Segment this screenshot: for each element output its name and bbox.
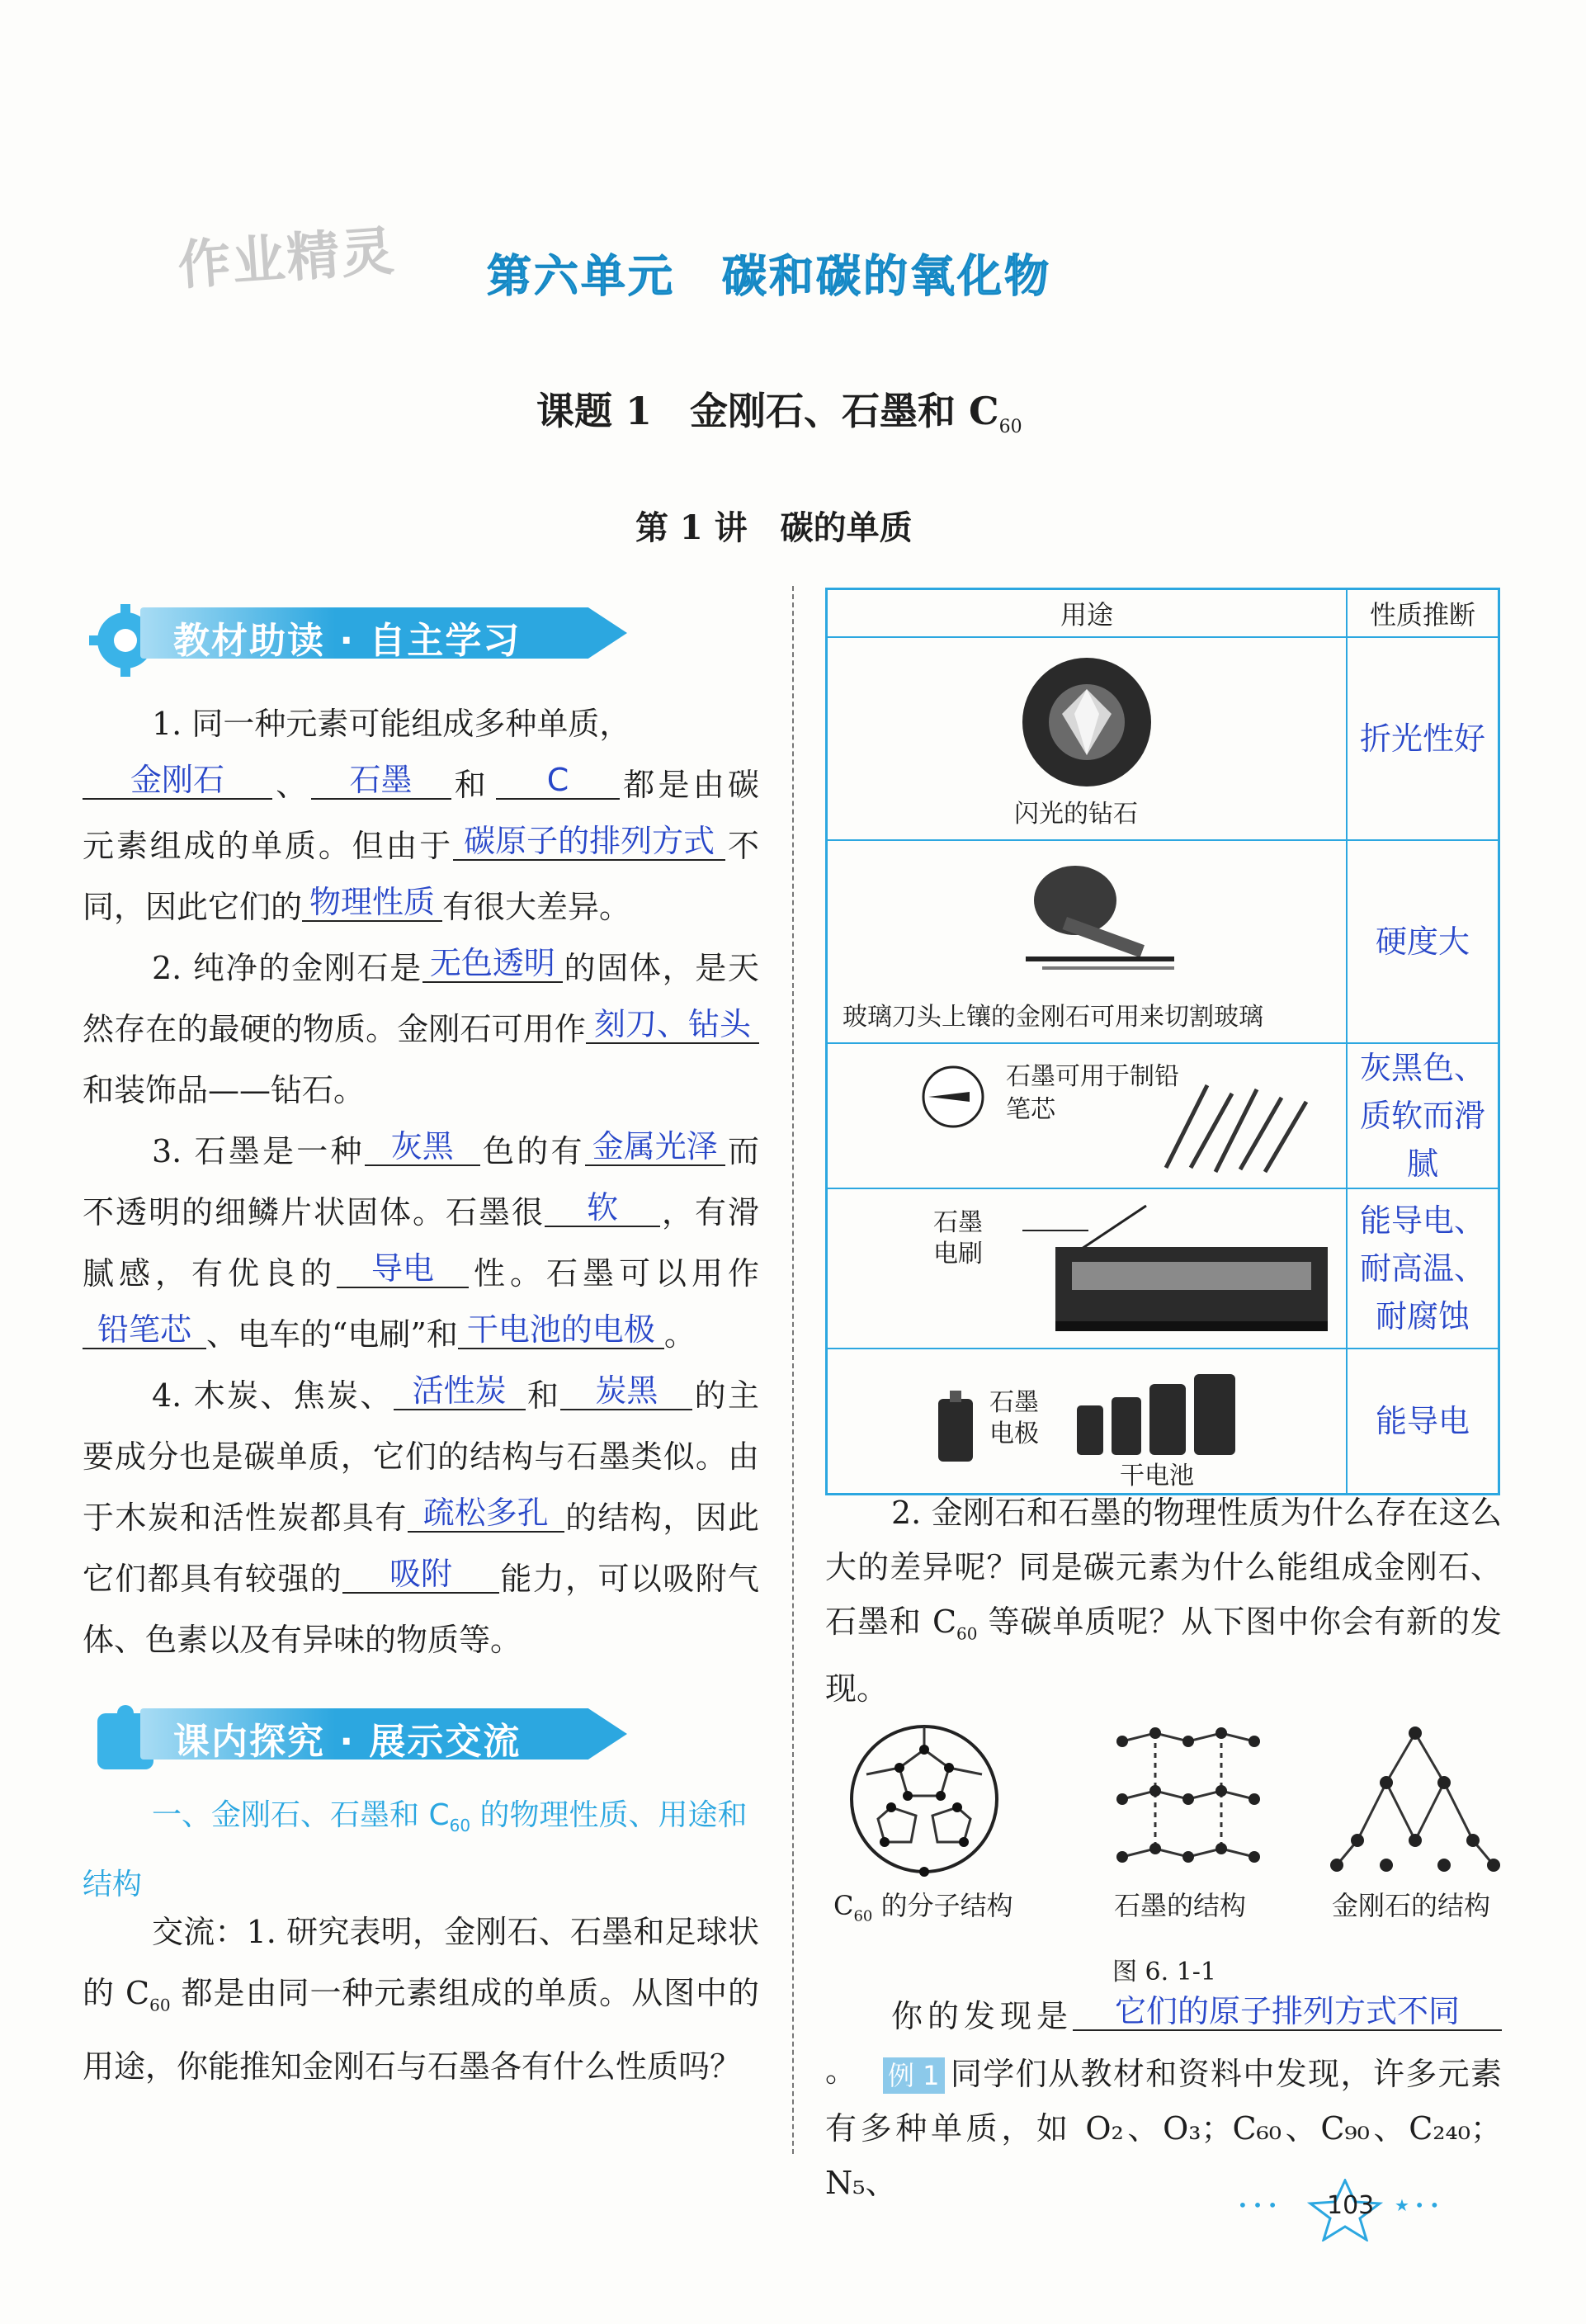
column-divider [792,586,794,2154]
answer-blank[interactable]: 吸附 [342,1556,499,1594]
table-row [827,637,1499,840]
page-number: 103 [1327,2191,1375,2220]
dry-cells-image [1074,1369,1239,1460]
pencil-tip-image [920,1064,986,1130]
table-header: 性质推断 [1347,589,1499,638]
answer-blank[interactable]: 导电 [337,1250,469,1288]
property-answer: 硬度大 [1347,840,1499,1043]
answer-blank[interactable]: 活性炭 [394,1372,526,1410]
answer-blank[interactable]: 它们的原子排列方式不同 [1073,1993,1502,2031]
lecture-title: 第 1 讲 碳的单质 [635,508,913,547]
answer-blank[interactable]: 金属光泽 [585,1128,725,1166]
finding-line: 你的发现是 它们的原子排列方式不同。 [825,1989,1502,2098]
section-heading: 一、金刚石、石墨和 $C_{60}$ 的物理性质、用途和结构 [83,1798,748,1902]
table-caption: 闪光的钻石 [1014,800,1138,829]
answer-blank[interactable]: 无色透明 [422,945,563,983]
battery-electrode-image [935,1391,976,1465]
answer-blank[interactable]: 灰黑 [365,1128,480,1166]
table-row [827,1349,1499,1495]
question-2: 2. 纯净的金刚石是 无色透明 的固体，是天然存在的最硬的物质。金刚石可用作 刻刀、钻头和装饰品——钻石。 [83,945,759,1108]
answer-blank[interactable]: 碳原子的排列方式 [453,823,725,861]
answer-blank[interactable]: 炭黑 [560,1372,692,1410]
answer-blank[interactable]: 软 [545,1189,660,1227]
table-caption: 电极 [989,1419,1039,1448]
property-answer: 能导电 [1347,1349,1499,1495]
example-1: 例 1 同学们从教材和资料中发现，许多元素有多种单质，如 O₂、O₃；C₆₀、C₉₀、C₂₄₀；N₅、 [825,2056,1502,2201]
answer-blank[interactable]: 石墨 [311,762,451,800]
answer-blank[interactable]: 物理性质 [302,884,442,922]
table-caption: 石墨 [933,1208,983,1237]
section-banner-self-study: 教材助读 · 自主学习 [83,601,578,660]
answer-blank[interactable]: 铅笔芯 [83,1311,206,1349]
tram-image [1022,1197,1328,1338]
answer-blank[interactable]: C [496,762,620,800]
answer-blank[interactable]: 疏松多孔 [408,1495,564,1533]
lesson-title: 课题 1 金刚石、石墨和 $C_{60}$ [536,389,1022,438]
table-caption: 玻璃刀头上镶的金刚石可用来切割玻璃 [843,1003,1263,1032]
unit-title: 第六单元 碳和碳的氧化物 [487,250,1051,302]
diamond-structure-image [1329,1717,1502,1882]
watermark: 作业精灵 [176,220,398,298]
answer-blank[interactable]: 金刚石 [83,762,272,800]
section-banner-class-inquiry: 课内探究 · 展示交流 [83,1702,578,1761]
structure-label-diamond: 金刚石的结构 [1332,1890,1491,1921]
property-answer: 能导电、耐高温、耐腐蚀 [1347,1188,1499,1349]
pencil-leads-image [1158,1077,1323,1176]
graphite-structure-image [1106,1717,1271,1882]
question-3: 3. 石墨是一种 灰黑 色的有 金属光泽 而不透明的细鳞片状固体。石墨很 软 ，有滑腻感，有优良的 导电 性。石墨可以用作铅笔芯 、电车的“电刷”和 干电池的电极 。 [83,1128,759,1353]
structure-label-c60: $C_{60}$ 的分子结构 [833,1890,1013,1925]
figure-caption: 图 6. 1-1 [1112,1958,1217,1986]
property-answer: 折光性好 [1347,637,1499,840]
table-header: 用途 [827,589,1348,638]
table-row [827,1043,1499,1188]
example-badge: 例 1 [883,2057,945,2094]
diamond-image [1021,656,1153,788]
question-1: 1. 同一种元素可能组成多种单质， 金刚石 、 石墨 和 C 都是由碳元素组成的单质。但由于 碳原子的排列方式 不同，因此它们的 物理性质 有很大差异。 [83,706,759,925]
exchange-question: 交流：1. 研究表明，金刚石、石墨和足球状的 $C_{60}$ 都是由同一种元素组成的单质。从图中的用途，你能推知金刚石与石墨各有什么性质吗？ [83,1914,759,2085]
uses-properties-table [825,588,1500,1495]
answer-blank[interactable]: 干电池的电极 [458,1311,664,1349]
dots-left-icon: • • • [1238,2195,1278,2215]
question-4: 4. 木炭、焦炭、 活性炭 和 炭黑 的主要成分也是碳单质，它们的结构与石墨类似。由于木炭和活性炭都具有 疏松多孔 的结构，因此它们都具有较强的 吸附 能力，可以吸附气体、色素以及有异味的物质等。 [83,1372,759,1658]
structure-label-graphite: 石墨的结构 [1114,1890,1247,1921]
table-caption: 石墨可用于制铅笔芯 [1006,1062,1179,1124]
table-caption: 电刷 [933,1240,983,1268]
glass-cutter-image [1017,859,1182,983]
table-caption: 石墨 [989,1388,1039,1417]
table-caption: 干电池 [1120,1462,1194,1490]
question-2-right: 2. 金刚石和石墨的物理性质为什么存在这么大的差异呢？同是碳元素为什么能组成金刚石、石墨和 $C_{60}$ 等碳单质呢？从下图中你会有新的发现。 [825,1495,1502,1707]
dots-right-icon: ★ • • [1395,2195,1440,2215]
c60-structure-image [842,1717,1007,1882]
property-answer: 灰黑色、质软而滑腻 [1347,1043,1499,1188]
table-row [827,1188,1499,1349]
table-row [827,840,1499,1043]
answer-blank[interactable]: 刻刀、钻头 [586,1006,759,1044]
